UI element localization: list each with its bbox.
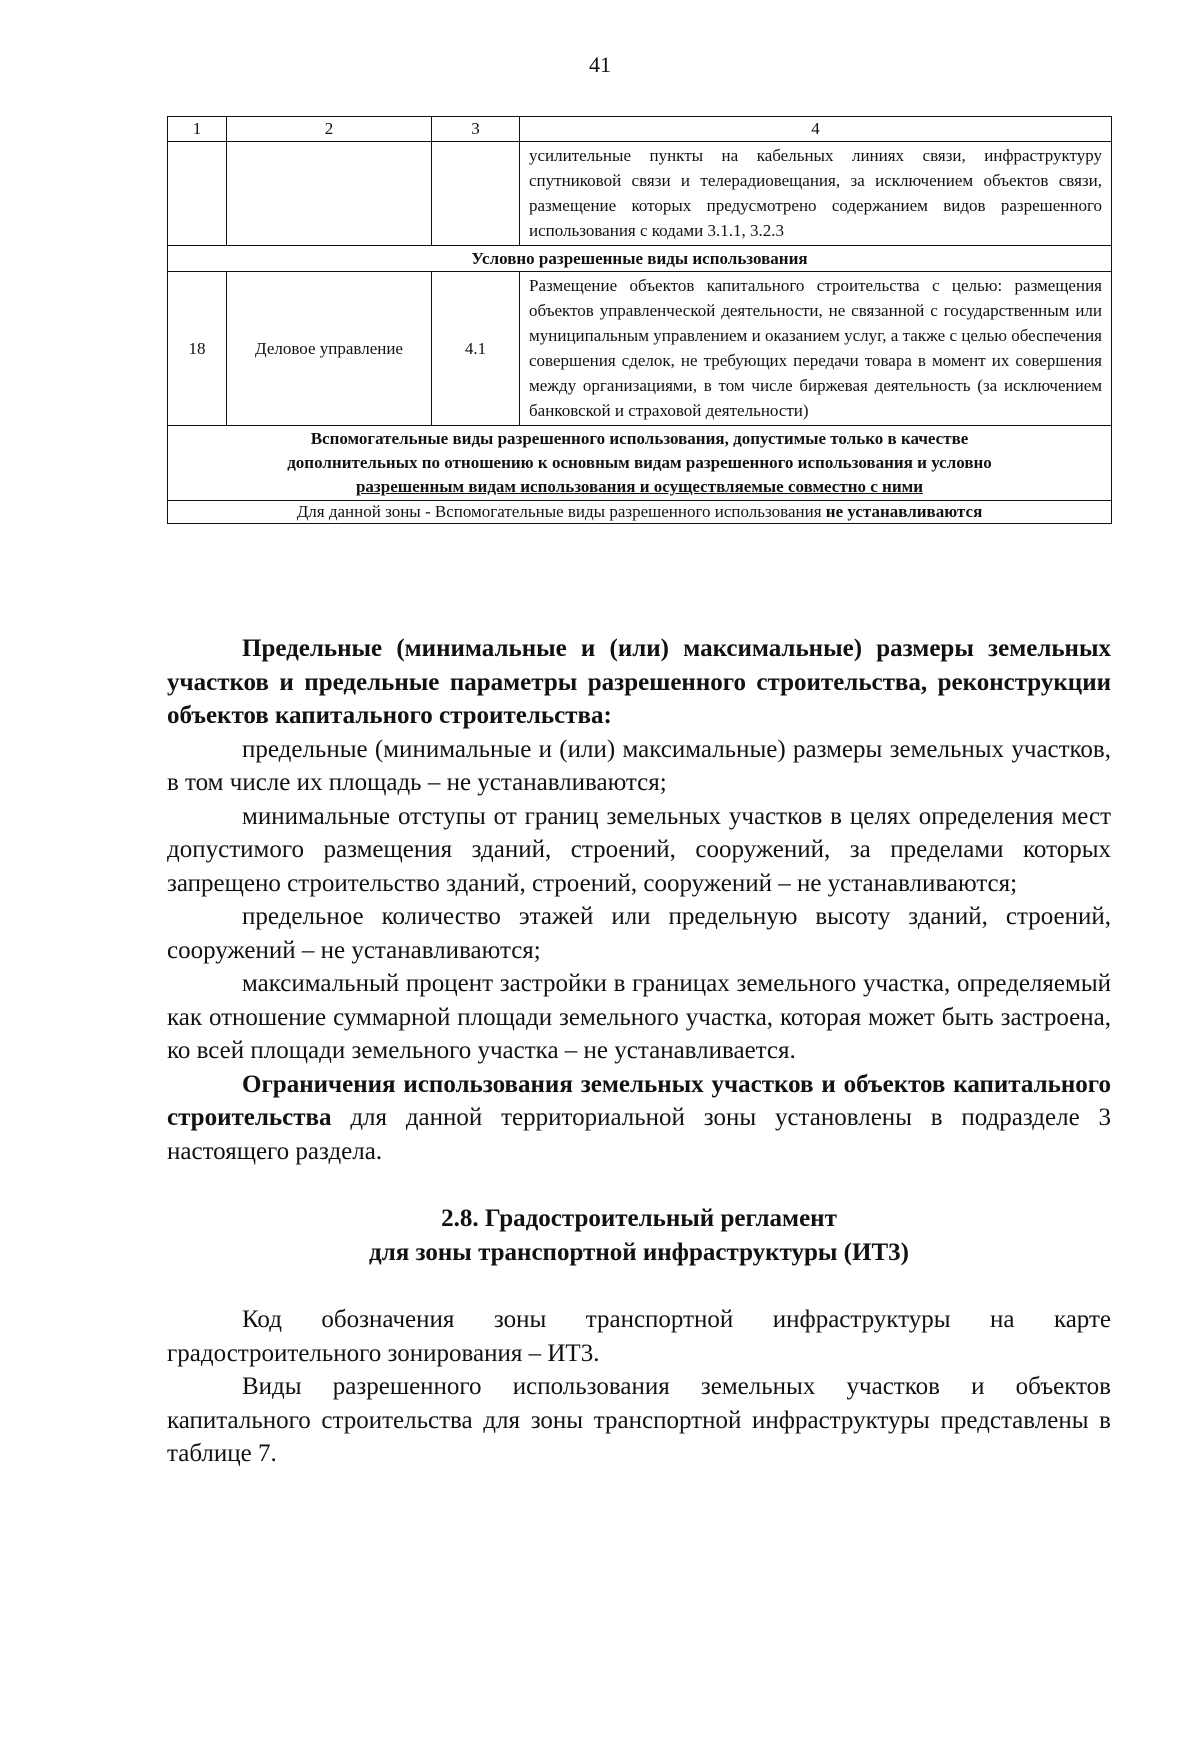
page-number: 41 (589, 52, 611, 77)
header-cell: 3 (432, 117, 520, 142)
table-section-row (168, 246, 1112, 272)
paragraph-use-types: Виды разрешенного использования земельных участков и объектов капитального строительства для зоны транспортной инфраструктуры представлены в таблице 7. (167, 1373, 1111, 1467)
aux-note (168, 501, 1112, 524)
aux-note-bold: не устанавливаются (825, 502, 983, 521)
section-title (167, 1202, 1111, 1269)
use-code: 4.1 (432, 272, 520, 426)
table-header-row (168, 117, 1112, 142)
permitted-use-table (167, 116, 1112, 524)
header-cell: 4 (520, 117, 1112, 142)
table-section-row (168, 426, 1112, 501)
table-row (168, 272, 1112, 426)
paragraph-floors: предельное количество этажей или предельную высоту зданий, строений, сооружений – не устанавливаются; (167, 903, 1111, 964)
aux-note-text: Для данной зоны - Вспомогательные виды разрешенного использования (296, 502, 826, 521)
conditional-section-title: Условно разрешенные виды использования (168, 246, 1112, 272)
table-note-row (168, 501, 1112, 524)
aux-title-line: дополнительных по отношению к основным видам разрешенного использования и условно (287, 453, 992, 472)
paragraph-percent: максимальный процент застройки в границах земельного участка, определяемый как отношение суммарной площади земельного участка, которая может быть застроена, ко всей площади земельного участка – не устанавливается. (167, 970, 1111, 1064)
aux-section-title (168, 426, 1112, 501)
header-cell: 2 (227, 117, 432, 142)
restrictions-bold: Ограничения использования земельных участков и объектов капитального строительства (167, 1070, 1111, 1131)
section-title-line: для зоны транспортной инфраструктуры (ИТ3) (369, 1238, 909, 1266)
paragraph-sizes: предельные (минимальные и (или) максимальные) размеры земельных участков, в том числе их площадь – не устанавливаются; (167, 735, 1111, 796)
paragraph-zone-code: Код обозначения зоны транспортной инфраструктуры на карте градостроительного зонирования – ИТ3. (167, 1306, 1111, 1367)
use-name: Деловое управление (227, 272, 432, 426)
row-number: 18 (168, 272, 227, 426)
restrictions-text: для данной территориальной зоны установлены в подразделе 3 настоящего раздела. (167, 1104, 1111, 1165)
continuation-description: усилительные пункты на кабельных линиях связи, инфраструктуру спутниковой связи и телерадиовещания, за исключением объектов связи, размещение которых предусмотрено содержанием видов разрешенного использования с кодами 3.1.1, 3.2.3 (520, 142, 1112, 246)
limits-heading: Предельные (минимальные и (или) максимальные) размеры земельных участков и предельные параметры разрешенного строительства, реконструкции объектов капитального строительства: (167, 635, 1111, 729)
use-description: Размещение объектов капитального строительства с целью: размещения объектов управленческой деятельности, не связанной с государственным или муниципальным управлением и оказанием услуг, а также с целью обеспечения совершения сделок, не требующих передачи товара в момент их совершения между организациями, в том числе биржевая деятельность (за исключением банковской и страховой деятельности) (520, 272, 1112, 426)
aux-title-line: разрешенным видам использования и осуществляемые совместно с ними (355, 477, 924, 496)
paragraph-restrictions (167, 1068, 1111, 1169)
aux-title-line: Вспомогательные виды разрешенного использования, допустимые только в качестве (310, 429, 969, 448)
table-row-continuation (168, 142, 1112, 246)
section-title-line: 2.8. Градостроительный регламент (441, 1205, 837, 1232)
header-cell: 1 (168, 117, 227, 142)
document-body (167, 632, 1111, 1471)
paragraph-setbacks: минимальные отступы от границ земельных участков в целях определения мест допустимого размещения зданий, строений, сооружений, за пределами которых запрещено строительство зданий, строений, сооружений – не устанавливаются; (167, 802, 1111, 897)
